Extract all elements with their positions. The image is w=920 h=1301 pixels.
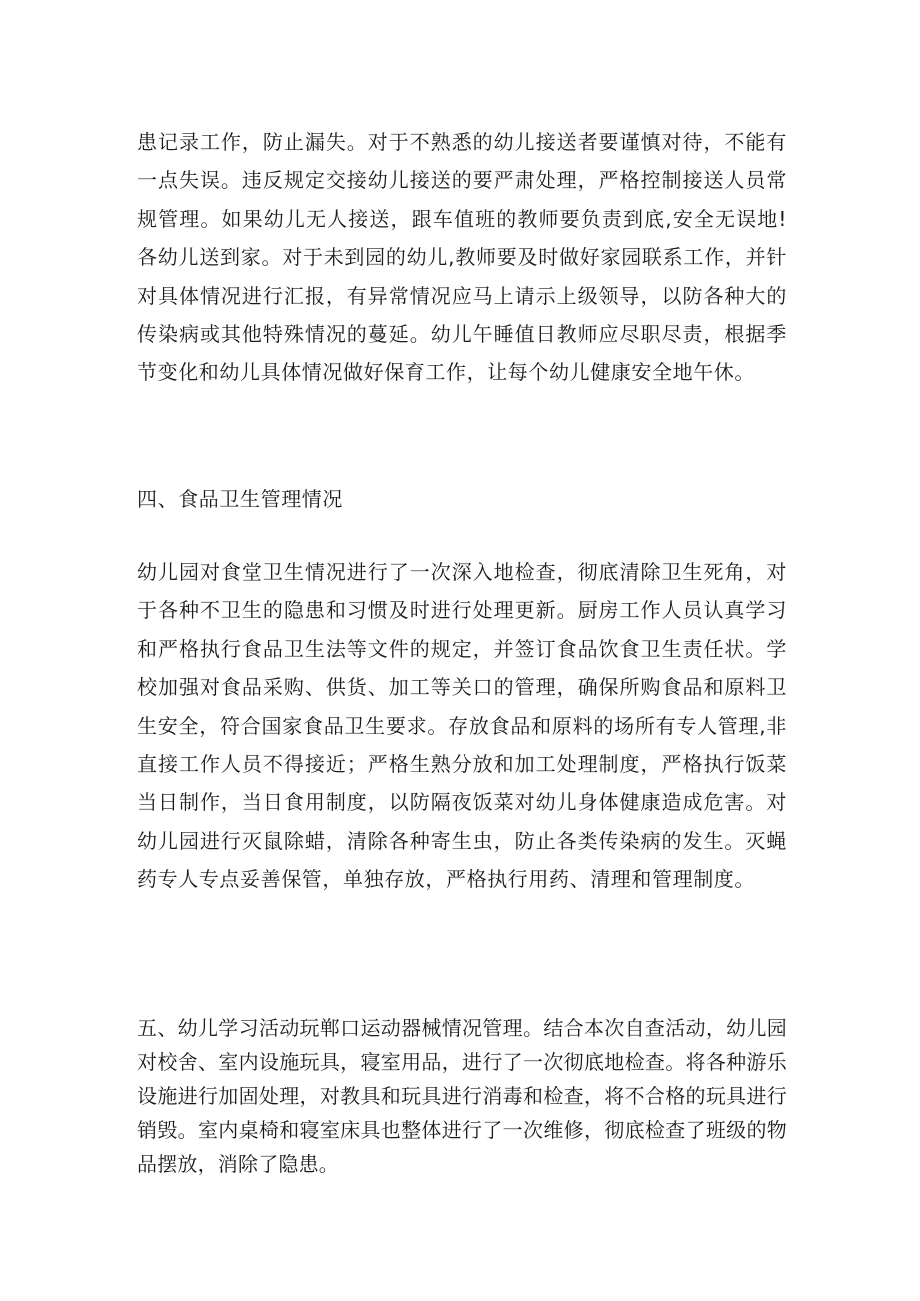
section-heading-food-hygiene: 四、食品卫生管理情况 [137, 487, 343, 511]
paragraph-pickup-safety: 患记录工作，防止漏失。对于不熟悉的幼儿接送者要谨慎对待，不能有一点失误。违反规定交接幼儿接送的要严肃处理，严格控制接送人员常规管理。如果幼儿无人接送，跟车值班的教师要负责到底,安全无误地!各幼儿送到家。对于未到园的幼儿,教师要及时做好家园联系工作，并针对具体情况进行汇报，有异常情况应马上请示上级领导，以防各种大的传染病或其他特殊情况的蔓延。幼儿午睡值日教师应尽职尽责，根据季节变化和幼儿具体情况做好保育工作，让每个幼儿健康安全地午休。 [137, 130, 787, 385]
paragraph-equipment-management: 五、幼儿学习活动玩郸口运动器械情况管理。结合本次自查活动，幼儿园对校舍、室内设施玩具，寝室用品，进行了一次彻底地检查。将各种游乐设施进行加固处理，对教具和玩具进行消毒和检查，将不合格的玩具进行销毁。室内桌椅和寝室床具也整体进行了一次维修，彻底检查了班级的物品摆放，消除了隐患。 [137, 1016, 787, 1176]
paragraph-food-hygiene: 幼儿园对食堂卫生情况进行了一次深入地检查，彻底清除卫生死角，对于各种不卫生的隐患和习惯及时进行处理更新。厨房工作人员认真学习和严格执行食品卫生法等文件的规定，并签订食品饮食卫生责任状。学校加强对食品采购、供货、加工等关口的管理，确保所购食品和原料卫生安全，符合国家食品卫生要求。存放食品和原料的场所有专人管理,非直接工作人员不得接近；严格生熟分放和加工处理制度，严格执行饭菜当日制作，当日食用制度，以防隔夜饭菜对幼儿身体健康造成危害。对幼儿园进行灭鼠除蜡，清除各种寄生虫，防止各类传染病的发生。灭蝇药专人专点妥善保管，单独存放，严格执行用药、清理和管理制度。 [137, 560, 787, 892]
